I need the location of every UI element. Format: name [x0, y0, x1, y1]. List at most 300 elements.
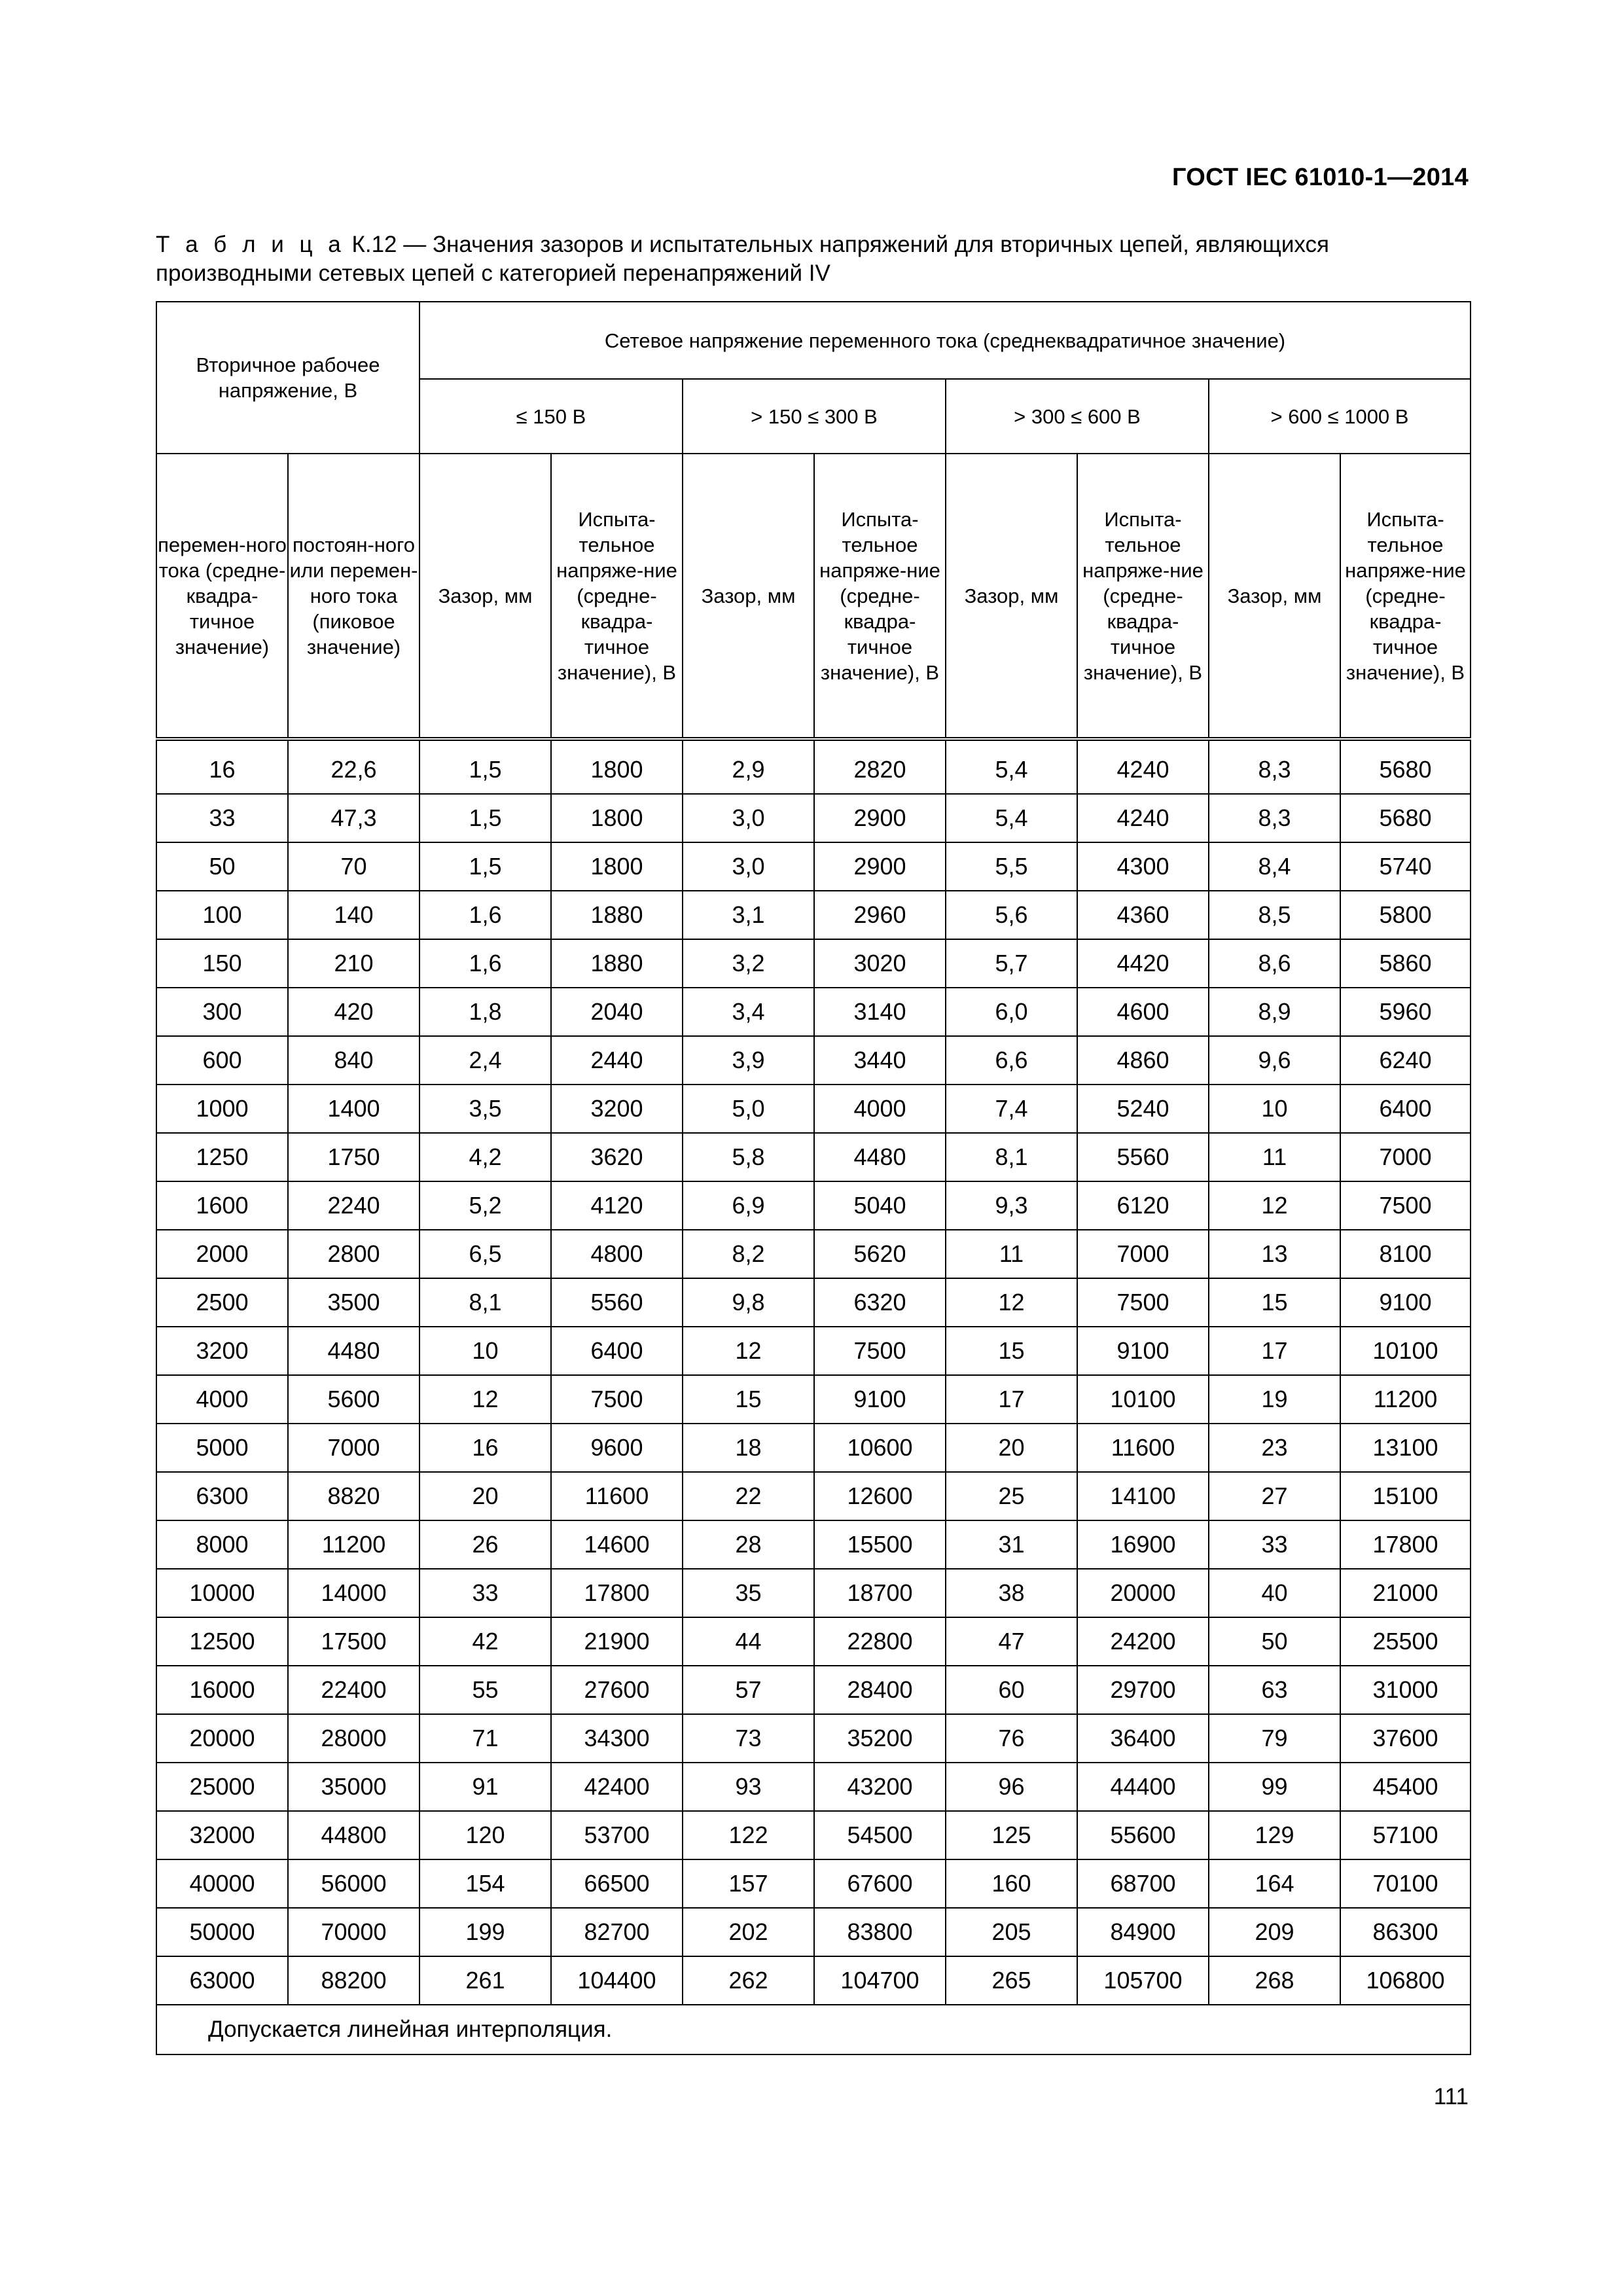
table-cell: 1,8	[419, 988, 551, 1036]
table-cell: 2900	[814, 794, 946, 842]
table-cell: 4120	[551, 1181, 683, 1230]
table-cell: 12500	[156, 1617, 288, 1666]
table-cell: 13	[1209, 1230, 1340, 1278]
table-row	[156, 739, 1471, 794]
page-number: 111	[1433, 2084, 1469, 2109]
table-cell: 71	[419, 1714, 551, 1763]
table-cell: 7500	[814, 1327, 946, 1375]
table-cell: 2800	[288, 1230, 419, 1278]
table-cell: 11	[1209, 1133, 1340, 1181]
clearance-header: Зазор, мм	[683, 454, 814, 739]
table-cell: 7500	[1077, 1278, 1209, 1327]
table-cell: 16	[156, 739, 288, 794]
table-cell: 36400	[1077, 1714, 1209, 1763]
table-cell: 22400	[288, 1666, 419, 1714]
table-cell: 6,6	[946, 1036, 1077, 1085]
table-cell: 83800	[814, 1908, 946, 1956]
table-cell: 6,5	[419, 1230, 551, 1278]
table-cell: 3140	[814, 988, 946, 1036]
table-cell: 5680	[1340, 739, 1471, 794]
table-cell: 5240	[1077, 1085, 1209, 1133]
table-cell: 15	[1209, 1278, 1340, 1327]
table-cell: 22800	[814, 1617, 946, 1666]
table-cell: 16900	[1077, 1520, 1209, 1569]
table-cell: 5800	[1340, 891, 1471, 939]
table-row	[156, 1036, 1471, 1085]
table-cell: 14600	[551, 1520, 683, 1569]
table-cell: 3440	[814, 1036, 946, 1085]
table-cell: 5,2	[419, 1181, 551, 1230]
table-cell: 3,0	[683, 794, 814, 842]
table-cell: 1750	[288, 1133, 419, 1181]
table-cell: 104700	[814, 1956, 946, 2005]
table-row	[156, 939, 1471, 988]
table-cell: 84900	[1077, 1908, 1209, 1956]
test-voltage-header: Испыта-тельное напряже-ние (средне-квадра-тичное значение), В	[551, 454, 683, 739]
table-cell: 12600	[814, 1472, 946, 1520]
table-cell: 21900	[551, 1617, 683, 1666]
table-row	[156, 1520, 1471, 1569]
table-cell: 91	[419, 1763, 551, 1811]
table-cell: 129	[1209, 1811, 1340, 1859]
table-cell: 70000	[288, 1908, 419, 1956]
table-cell: 5680	[1340, 794, 1471, 842]
table-cell: 28000	[288, 1714, 419, 1763]
table-cell: 29700	[1077, 1666, 1209, 1714]
caption-text: К.12 — Значения зазоров и испытательных напряжений для вторичных цепей, являющихся производными сетевых цепей с категорией перенапряжений IV	[156, 232, 1329, 286]
table-cell: 5740	[1340, 842, 1471, 891]
table-cell: 44800	[288, 1811, 419, 1859]
table-row	[156, 794, 1471, 842]
table-cell: 3200	[156, 1327, 288, 1375]
table-cell: 5560	[551, 1278, 683, 1327]
table-cell: 5620	[814, 1230, 946, 1278]
table-cell: 17500	[288, 1617, 419, 1666]
table-cell: 27	[1209, 1472, 1340, 1520]
table-cell: 23	[1209, 1424, 1340, 1472]
table-cell: 5,4	[946, 794, 1077, 842]
table-cell: 32000	[156, 1811, 288, 1859]
table-cell: 1800	[551, 794, 683, 842]
table-cell: 15	[946, 1327, 1077, 1375]
range-header: > 300 ≤ 600 В	[946, 379, 1209, 454]
table-cell: 27600	[551, 1666, 683, 1714]
table-cell: 4240	[1077, 794, 1209, 842]
table-cell: 8,5	[1209, 891, 1340, 939]
table-cell: 57100	[1340, 1811, 1471, 1859]
table-cell: 2040	[551, 988, 683, 1036]
table-cell: 4860	[1077, 1036, 1209, 1085]
table-cell: 3,9	[683, 1036, 814, 1085]
table-cell: 11600	[551, 1472, 683, 1520]
table-row	[156, 1230, 1471, 1278]
table-cell: 9100	[1340, 1278, 1471, 1327]
table-cell: 8,3	[1209, 794, 1340, 842]
table-cell: 3,4	[683, 988, 814, 1036]
table-cell: 2240	[288, 1181, 419, 1230]
table-cell: 1,5	[419, 842, 551, 891]
table-cell: 840	[288, 1036, 419, 1085]
table-cell: 53700	[551, 1811, 683, 1859]
table-cell: 22,6	[288, 739, 419, 794]
table-cell: 76	[946, 1714, 1077, 1763]
table-cell: 15	[683, 1375, 814, 1424]
table-cell: 3,5	[419, 1085, 551, 1133]
table-cell: 4480	[814, 1133, 946, 1181]
table-cell: 4000	[814, 1085, 946, 1133]
table-cell: 18	[683, 1424, 814, 1472]
table-row	[156, 842, 1471, 891]
table-cell: 57	[683, 1666, 814, 1714]
table-cell: 7000	[288, 1424, 419, 1472]
table-cell: 5,8	[683, 1133, 814, 1181]
table-cell: 4360	[1077, 891, 1209, 939]
table-row	[156, 1908, 1471, 1956]
table-cell: 50	[156, 842, 288, 891]
table-cell: 15100	[1340, 1472, 1471, 1520]
table-cell: 4300	[1077, 842, 1209, 891]
table-cell: 4800	[551, 1230, 683, 1278]
table-cell: 7500	[1340, 1181, 1471, 1230]
table-cell: 3020	[814, 939, 946, 988]
table-cell: 55	[419, 1666, 551, 1714]
table-cell: 5600	[288, 1375, 419, 1424]
table-cell: 5,7	[946, 939, 1077, 988]
table-cell: 154	[419, 1859, 551, 1908]
table-cell: 28	[683, 1520, 814, 1569]
table-cell: 1800	[551, 739, 683, 794]
table-cell: 8820	[288, 1472, 419, 1520]
table-cell: 17	[1209, 1327, 1340, 1375]
table-cell: 1880	[551, 939, 683, 988]
table-cell: 210	[288, 939, 419, 988]
table-cell: 6,0	[946, 988, 1077, 1036]
table-cell: 12	[419, 1375, 551, 1424]
table-cell: 4240	[1077, 739, 1209, 794]
standard-code: ГОСТ IEC 61010-1—2014	[1171, 164, 1469, 191]
table-cell: 120	[419, 1811, 551, 1859]
table-cell: 99	[1209, 1763, 1340, 1811]
table-cell: 2900	[814, 842, 946, 891]
table-cell: 5960	[1340, 988, 1471, 1036]
table-row	[156, 1763, 1471, 1811]
table-cell: 55600	[1077, 1811, 1209, 1859]
table-cell: 262	[683, 1956, 814, 2005]
table-cell: 199	[419, 1908, 551, 1956]
table-cell: 3,0	[683, 842, 814, 891]
table-row	[156, 1956, 1471, 2005]
table-cell: 9100	[1077, 1327, 1209, 1375]
table-cell: 93	[683, 1763, 814, 1811]
table-cell: 6400	[1340, 1085, 1471, 1133]
table-cell: 70	[288, 842, 419, 891]
table-cell: 202	[683, 1908, 814, 1956]
table-row	[156, 988, 1471, 1036]
table-cell: 25	[946, 1472, 1077, 1520]
table-row	[156, 1714, 1471, 1763]
table-cell: 17800	[551, 1569, 683, 1617]
table-cell: 6300	[156, 1472, 288, 1520]
table-cell: 160	[946, 1859, 1077, 1908]
table-cell: 261	[419, 1956, 551, 2005]
table-cell: 73	[683, 1714, 814, 1763]
table-cell: 15500	[814, 1520, 946, 1569]
table-row	[156, 1375, 1471, 1424]
table-cell: 8,2	[683, 1230, 814, 1278]
table-cell: 8100	[1340, 1230, 1471, 1278]
table-cell: 6120	[1077, 1181, 1209, 1230]
table-cell: 17	[946, 1375, 1077, 1424]
table-cell: 54500	[814, 1811, 946, 1859]
table-cell: 2,4	[419, 1036, 551, 1085]
table-cell: 6320	[814, 1278, 946, 1327]
table-cell: 43200	[814, 1763, 946, 1811]
range-header: > 150 ≤ 300 В	[683, 379, 946, 454]
table-cell: 20000	[1077, 1569, 1209, 1617]
caption-label: Т а б л и ц а	[156, 232, 346, 257]
table-cell: 205	[946, 1908, 1077, 1956]
table-row	[156, 1424, 1471, 1472]
table-cell: 10600	[814, 1424, 946, 1472]
table-cell: 42400	[551, 1763, 683, 1811]
table-cell: 1400	[288, 1085, 419, 1133]
table-cell: 2500	[156, 1278, 288, 1327]
table-cell: 67600	[814, 1859, 946, 1908]
table-cell: 1000	[156, 1085, 288, 1133]
table-cell: 300	[156, 988, 288, 1036]
table-cell: 106800	[1340, 1956, 1471, 2005]
table-cell: 1250	[156, 1133, 288, 1181]
table-cell: 9,3	[946, 1181, 1077, 1230]
table-cell: 4,2	[419, 1133, 551, 1181]
table-cell: 5,5	[946, 842, 1077, 891]
table-cell: 4600	[1077, 988, 1209, 1036]
table-cell: 4000	[156, 1375, 288, 1424]
table-cell: 11200	[1340, 1375, 1471, 1424]
table-cell: 1,6	[419, 891, 551, 939]
table-cell: 10100	[1077, 1375, 1209, 1424]
test-voltage-header: Испыта-тельное напряже-ние (средне-квадра-тичное значение), В	[1077, 454, 1209, 739]
table-cell: 2820	[814, 739, 946, 794]
table-cell: 2440	[551, 1036, 683, 1085]
table-cell: 31	[946, 1520, 1077, 1569]
table-cell: 1,5	[419, 739, 551, 794]
table-row	[156, 1085, 1471, 1133]
table-row	[156, 1666, 1471, 1714]
table-cell: 42	[419, 1617, 551, 1666]
table-cell: 5560	[1077, 1133, 1209, 1181]
table-row	[156, 1181, 1471, 1230]
table-cell: 8,6	[1209, 939, 1340, 988]
table-cell: 122	[683, 1811, 814, 1859]
table-cell: 6,9	[683, 1181, 814, 1230]
table-cell: 96	[946, 1763, 1077, 1811]
table-cell: 45400	[1340, 1763, 1471, 1811]
clearance-table	[156, 301, 1471, 2055]
table-cell: 3500	[288, 1278, 419, 1327]
table-row	[156, 891, 1471, 939]
table-cell: 86300	[1340, 1908, 1471, 1956]
table-cell: 20000	[156, 1714, 288, 1763]
table-cell: 10	[1209, 1085, 1340, 1133]
table-note: Допускается линейная интерполяция.	[156, 2005, 1471, 2054]
clearance-header: Зазор, мм	[946, 454, 1077, 739]
table-cell: 105700	[1077, 1956, 1209, 2005]
table-cell: 13100	[1340, 1424, 1471, 1472]
table-cell: 420	[288, 988, 419, 1036]
table-cell: 5860	[1340, 939, 1471, 988]
table-cell: 1880	[551, 891, 683, 939]
table-cell: 25500	[1340, 1617, 1471, 1666]
table-cell: 5,4	[946, 739, 1077, 794]
table-cell: 6240	[1340, 1036, 1471, 1085]
table-cell: 125	[946, 1811, 1077, 1859]
table-cell: 28400	[814, 1666, 946, 1714]
table-cell: 18700	[814, 1569, 946, 1617]
table-cell: 1,6	[419, 939, 551, 988]
table-cell: 164	[1209, 1859, 1340, 1908]
table-cell: 63000	[156, 1956, 288, 2005]
ac-rms-header: перемен-ного тока (средне-квадра-тичное значение)	[156, 454, 288, 739]
table-cell: 9100	[814, 1375, 946, 1424]
table-cell: 8,3	[1209, 739, 1340, 794]
table-cell: 35200	[814, 1714, 946, 1763]
table-cell: 33	[419, 1569, 551, 1617]
table-cell: 24200	[1077, 1617, 1209, 1666]
table-cell: 4420	[1077, 939, 1209, 988]
table-cell: 31000	[1340, 1666, 1471, 1714]
table-cell: 5,0	[683, 1085, 814, 1133]
table-cell: 11600	[1077, 1424, 1209, 1472]
table-cell: 17800	[1340, 1520, 1471, 1569]
table-cell: 34300	[551, 1714, 683, 1763]
table-cell: 8000	[156, 1520, 288, 1569]
table-cell: 21000	[1340, 1569, 1471, 1617]
table-cell: 40	[1209, 1569, 1340, 1617]
table-cell: 100	[156, 891, 288, 939]
table-cell: 56000	[288, 1859, 419, 1908]
table-cell: 63	[1209, 1666, 1340, 1714]
table-cell: 20	[419, 1472, 551, 1520]
table-cell: 12	[1209, 1181, 1340, 1230]
table-cell: 16000	[156, 1666, 288, 1714]
range-header: ≤ 150 В	[419, 379, 683, 454]
table-cell: 44400	[1077, 1763, 1209, 1811]
table-cell: 37600	[1340, 1714, 1471, 1763]
table-cell: 88200	[288, 1956, 419, 2005]
table-cell: 33	[1209, 1520, 1340, 1569]
table-cell: 20	[946, 1424, 1077, 1472]
secondary-voltage-header: Вторичное рабочее напряжение, В	[156, 302, 419, 454]
table-cell: 4480	[288, 1327, 419, 1375]
table-cell: 19	[1209, 1375, 1340, 1424]
table-row	[156, 1472, 1471, 1520]
table-body	[156, 739, 1471, 2005]
table-cell: 268	[1209, 1956, 1340, 2005]
table-cell: 11	[946, 1230, 1077, 1278]
table-cell: 44	[683, 1617, 814, 1666]
range-header: > 600 ≤ 1000 В	[1209, 379, 1471, 454]
table-cell: 66500	[551, 1859, 683, 1908]
table-cell: 82700	[551, 1908, 683, 1956]
table-cell: 6400	[551, 1327, 683, 1375]
table-cell: 14000	[288, 1569, 419, 1617]
clearance-header: Зазор, мм	[419, 454, 551, 739]
table-row	[156, 1569, 1471, 1617]
table-cell: 140	[288, 891, 419, 939]
table-cell: 5,6	[946, 891, 1077, 939]
mains-voltage-header: Сетевое напряжение переменного тока (среднеквадратичное значение)	[419, 302, 1471, 379]
table-cell: 70100	[1340, 1859, 1471, 1908]
table-cell: 2960	[814, 891, 946, 939]
table-cell: 47,3	[288, 794, 419, 842]
table-cell: 10100	[1340, 1327, 1471, 1375]
table-cell: 60	[946, 1666, 1077, 1714]
table-cell: 7000	[1340, 1133, 1471, 1181]
table-cell: 10000	[156, 1569, 288, 1617]
test-voltage-header: Испыта-тельное напряже-ние (средне-квадра-тичное значение), В	[814, 454, 946, 739]
table-cell: 7500	[551, 1375, 683, 1424]
table-cell: 1600	[156, 1181, 288, 1230]
table-row	[156, 1859, 1471, 1908]
table-row	[156, 1617, 1471, 1666]
table-cell: 1,5	[419, 794, 551, 842]
table-cell: 3,1	[683, 891, 814, 939]
table-cell: 3200	[551, 1085, 683, 1133]
table-cell: 33	[156, 794, 288, 842]
table-cell: 38	[946, 1569, 1077, 1617]
table-cell: 8,9	[1209, 988, 1340, 1036]
table-row	[156, 1327, 1471, 1375]
table-cell: 12	[946, 1278, 1077, 1327]
dc-peak-header: постоян-ного или перемен-ного тока (пиковое значение)	[288, 454, 419, 739]
table-cell: 35000	[288, 1763, 419, 1811]
table-cell: 600	[156, 1036, 288, 1085]
table-cell: 265	[946, 1956, 1077, 2005]
table-cell: 9600	[551, 1424, 683, 1472]
table-cell: 16	[419, 1424, 551, 1472]
table-cell: 3620	[551, 1133, 683, 1181]
table-cell: 40000	[156, 1859, 288, 1908]
table-cell: 8,1	[946, 1133, 1077, 1181]
table-cell: 157	[683, 1859, 814, 1908]
table-cell: 10	[419, 1327, 551, 1375]
table-cell: 68700	[1077, 1859, 1209, 1908]
table-cell: 9,6	[1209, 1036, 1340, 1085]
table-cell: 12	[683, 1327, 814, 1375]
table-cell: 9,8	[683, 1278, 814, 1327]
table-row	[156, 1278, 1471, 1327]
table-cell: 8,1	[419, 1278, 551, 1327]
table-cell: 2000	[156, 1230, 288, 1278]
table-cell: 150	[156, 939, 288, 988]
table-cell: 14100	[1077, 1472, 1209, 1520]
table-cell: 47	[946, 1617, 1077, 1666]
table-cell: 79	[1209, 1714, 1340, 1763]
table-cell: 1800	[551, 842, 683, 891]
table-cell: 26	[419, 1520, 551, 1569]
table-cell: 104400	[551, 1956, 683, 2005]
table-cell: 50	[1209, 1617, 1340, 1666]
table-cell: 50000	[156, 1908, 288, 1956]
table-cell: 11200	[288, 1520, 419, 1569]
table-cell: 7000	[1077, 1230, 1209, 1278]
table-cell: 8,4	[1209, 842, 1340, 891]
table-cell: 3,2	[683, 939, 814, 988]
table-caption	[156, 230, 1471, 288]
table-row	[156, 1133, 1471, 1181]
test-voltage-header: Испыта-тельное напряже-ние (средне-квадра-тичное значение), В	[1340, 454, 1471, 739]
